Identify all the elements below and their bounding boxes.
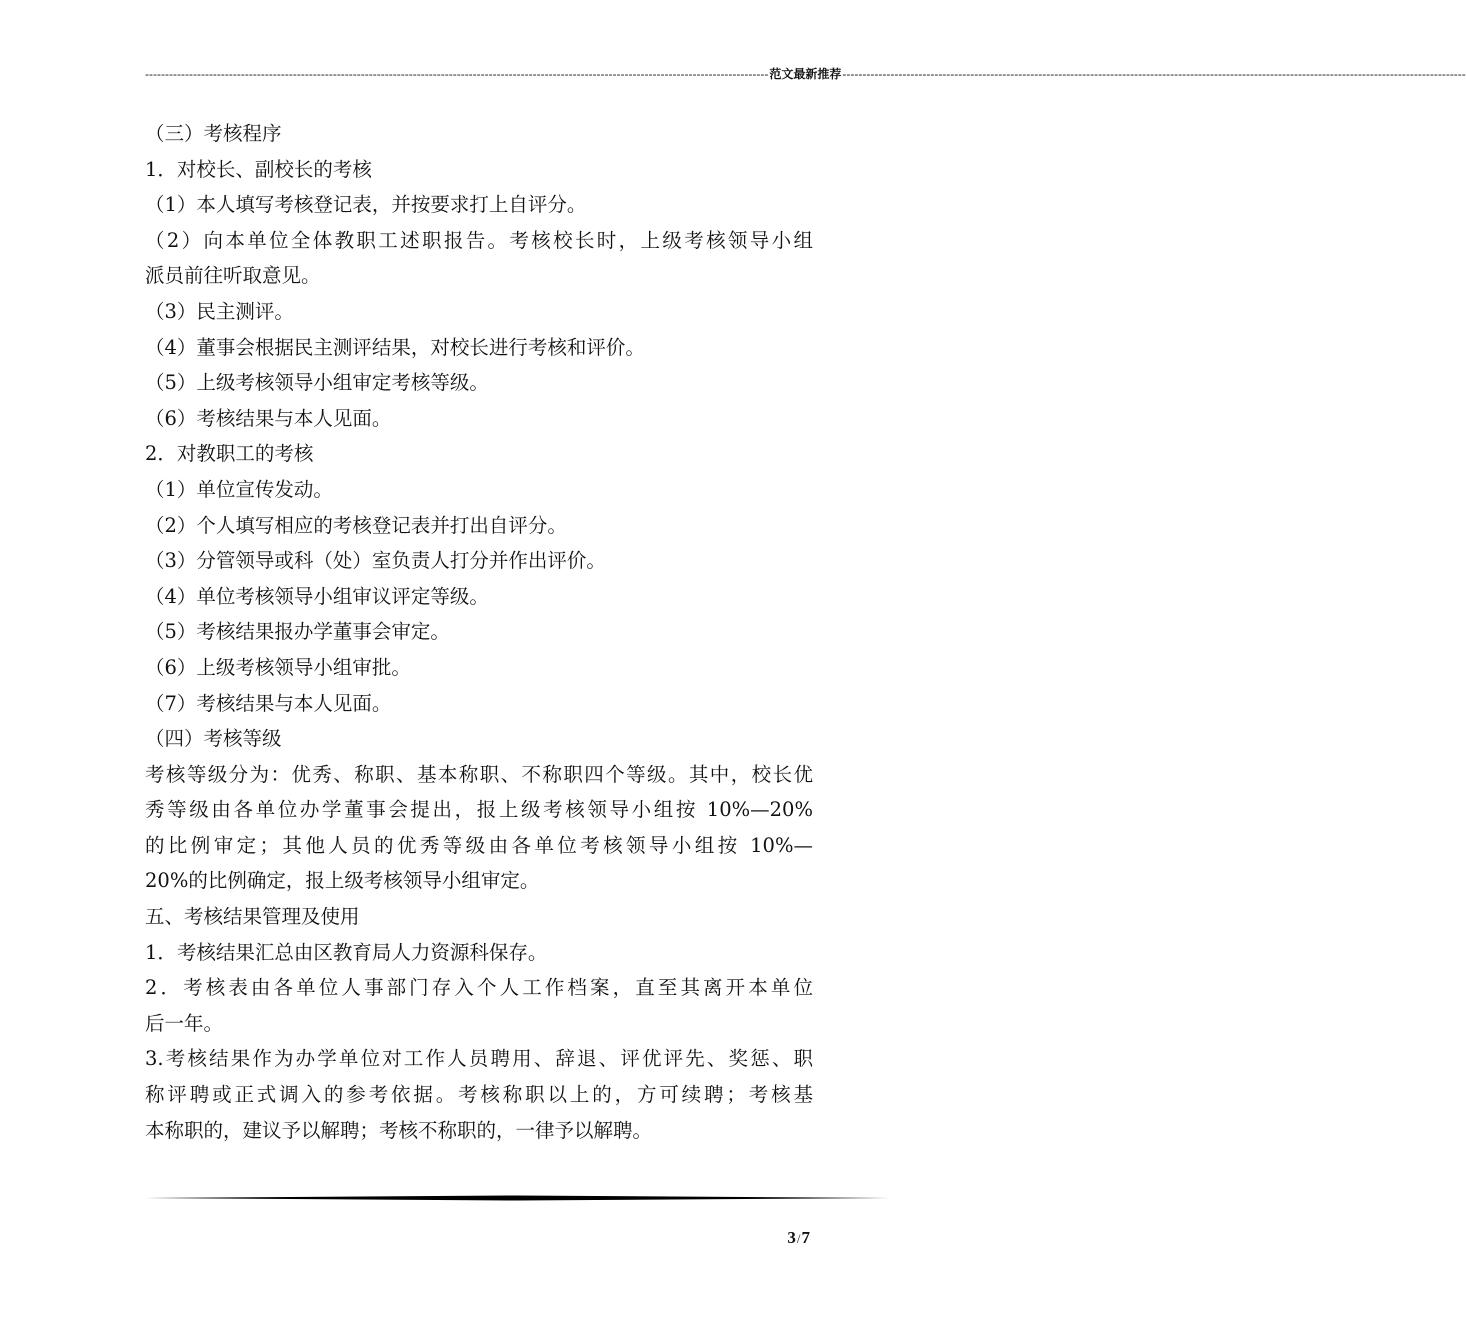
header-rule-left: ------------------------------------------------------------------------------------------------------------------------------------------------------------	[145, 67, 769, 81]
list-item: （5）上级考核领导小组审定考核等级。	[145, 371, 489, 395]
paragraph-line: 本称职的，建议予以解聘；考核不称职的，一律予以解聘。	[145, 1118, 653, 1142]
paragraph-line: 秀等级由各单位办学董事会提出，报上级考核领导小组按 10%—20%	[145, 798, 813, 822]
list-item: （6）上级考核领导小组审批。	[145, 655, 411, 679]
list-item: 3.考核结果作为办学单位对工作人员聘用、辞退、评优评先、奖惩、职	[145, 1047, 813, 1071]
section-heading-procedure: （三）考核程序	[145, 122, 282, 145]
document-body	[145, 116, 813, 1148]
list-item: （6）考核结果与本人见面。	[145, 406, 392, 430]
header-rule-right: ------------------------------------------------------------------------------------------------------------------------------------------------------------	[842, 67, 1466, 81]
list-item-continuation: 后一年。	[145, 1011, 224, 1035]
list-item: （4）单位考核领导小组审议评定等级。	[145, 584, 489, 608]
list-item: 1．考核结果汇总由区教育局人力资源科保存。	[145, 940, 548, 964]
list-item: （4）董事会根据民主测评结果，对校长进行考核和评价。	[145, 335, 645, 359]
list-item: （1）单位宣传发动。	[145, 477, 333, 501]
section-heading-results: 五、考核结果管理及使用	[145, 905, 360, 929]
paragraph-line: 的比例审定；其他人员的优秀等级由各单位考核领导小组按 10%—	[145, 833, 813, 857]
subheading-staff-review: 2．对教职工的考核	[145, 442, 314, 466]
list-item: （3）分管领导或科（处）室负责人打分并作出评价。	[145, 549, 606, 573]
list-item: （7）考核结果与本人见面。	[145, 691, 392, 715]
list-item: （5）考核结果报办学董事会审定。	[145, 620, 450, 644]
list-item: （1）本人填写考核登记表，并按要求打上自评分。	[145, 193, 587, 217]
section-heading-grades: （四）考核等级	[145, 727, 282, 751]
footer-rule	[145, 1195, 890, 1201]
page-total: 7	[801, 1228, 810, 1247]
list-item: （2）个人填写相应的考核登记表并打出自评分。	[145, 513, 567, 537]
paragraph-line: 考核等级分为：优秀、称职、基本称职、不称职四个等级。其中，校长优	[145, 762, 813, 786]
page-current: 3	[787, 1228, 796, 1247]
list-item: 2．考核表由各单位人事部门存入个人工作档案，直至其离开本单位	[145, 976, 813, 1000]
page-separator: /	[796, 1231, 801, 1246]
page-number	[760, 1228, 810, 1248]
list-item: （3）民主测评。	[145, 299, 294, 323]
subheading-principal-review: 1．对校长、副校长的考核	[145, 157, 372, 181]
paragraph-line: 称评聘或正式调入的参考依据。考核称职以上的，方可续聘；考核基	[145, 1083, 813, 1107]
list-item: （2）向本单位全体教职工述职报告。考核校长时，上级考核领导小组	[145, 228, 813, 252]
list-item-continuation: 派员前往听取意见。	[145, 264, 321, 288]
page-header	[145, 66, 1466, 82]
paragraph-line: 20%的比例确定，报上级考核领导小组审定。	[145, 869, 540, 893]
header-title: 范文最新推荐	[769, 67, 842, 81]
